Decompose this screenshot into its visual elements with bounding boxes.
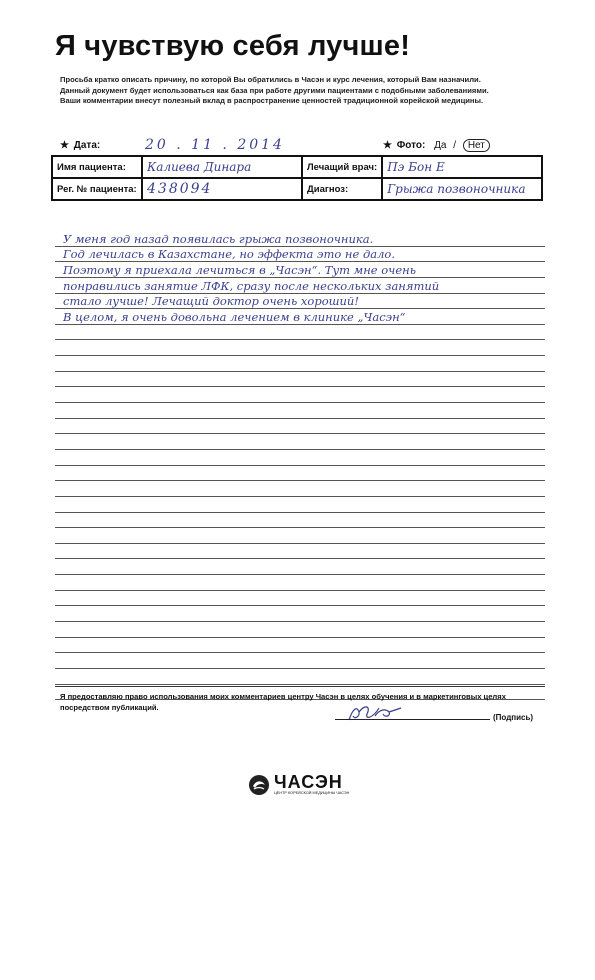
comment-area <box>55 231 545 700</box>
blank-line <box>55 528 545 544</box>
comment-line <box>55 262 545 278</box>
blank-line <box>55 591 545 607</box>
clinic-logo-icon <box>248 774 270 796</box>
blank-line <box>55 653 545 669</box>
blank-line <box>55 403 545 419</box>
blank-line <box>55 466 545 482</box>
blank-lines <box>55 325 545 700</box>
blank-line <box>55 325 545 341</box>
blank-line <box>55 372 545 388</box>
photo-yes-option: Да <box>434 140 447 151</box>
comment-line <box>55 247 545 263</box>
blank-line <box>55 340 545 356</box>
photo-separator: / <box>453 140 457 151</box>
signature-label: (Подпись) <box>493 713 534 722</box>
blank-line <box>55 638 545 654</box>
comment-line <box>55 231 545 247</box>
reg-number-value: 438094 <box>142 178 302 200</box>
diagnosis-label: Диагноз: <box>302 178 382 200</box>
comment-text: понравились занятие ЛФК, сразу после нескольких занятий <box>63 278 440 293</box>
photo-field <box>383 140 490 151</box>
diagnosis-value: Грыжа позвоночника <box>382 178 542 200</box>
star-icon: ★ <box>383 140 392 151</box>
star-icon: ★ <box>60 140 69 151</box>
clinic-logo-name: ЧАСЭН <box>274 772 343 792</box>
consent-text: Я предоставляю право использования моих комментариев центру Часэн в целях обучения и в маркетинговых целях посредством публикаций. <box>60 692 506 712</box>
comment-line <box>55 309 545 325</box>
blank-line <box>55 622 545 638</box>
comment-line <box>55 278 545 294</box>
doctor-label: Лечащий врач: <box>302 156 382 178</box>
divider <box>55 686 545 687</box>
signature-image <box>345 702 405 724</box>
comment-text: В целом, я очень довольна лечением в клинике „Часэн“ <box>63 309 406 324</box>
comment-text: стало лучше! Лечащий доктор очень хороший! <box>63 294 359 309</box>
blank-line <box>55 669 545 685</box>
clinic-logo-subtitle: ЦЕНТР КОРЕЙСКОЙ МЕДИЦИНЫ ЧАСЭН <box>274 791 350 795</box>
intro-line: Ваши комментарии внесут полезный вклад в распространение ценностей традиционной корейской медицины. <box>60 96 484 105</box>
form-title: Я чувствую себя лучше! <box>55 30 411 62</box>
date-field <box>60 140 100 151</box>
patient-name-value: Калиева Динара <box>142 156 302 178</box>
blank-line <box>55 481 545 497</box>
blank-line <box>55 544 545 560</box>
photo-no-option: Нет <box>463 139 490 152</box>
blank-line <box>55 575 545 591</box>
photo-label: Фото: <box>396 140 426 151</box>
blank-line <box>55 450 545 466</box>
clinic-logo <box>248 773 349 796</box>
intro-text <box>60 75 550 107</box>
reg-number-label: Рег. № пациента: <box>52 178 142 200</box>
blank-line <box>55 606 545 622</box>
blank-line <box>55 513 545 529</box>
doctor-value: Пэ Бон Е <box>382 156 542 178</box>
date-label: Дата: <box>73 140 101 151</box>
comment-text: Поэтому я приехала лечиться в „Часэн“. Тут мне очень <box>63 262 416 277</box>
signature-line <box>335 719 490 720</box>
patient-info-table <box>51 155 543 201</box>
comment-line <box>55 294 545 310</box>
intro-line: Просьба кратко описать причину, по которой Вы обратились в Часэн и курс лечения, который Вам назначили. <box>60 75 481 84</box>
blank-line <box>55 356 545 372</box>
patient-name-label: Имя пациента: <box>52 156 142 178</box>
blank-line <box>55 559 545 575</box>
comment-text: Год лечилась в Казахстане, но эффекта это не дало. <box>63 247 396 262</box>
blank-line <box>55 419 545 435</box>
blank-line <box>55 387 545 403</box>
blank-line <box>55 497 545 513</box>
date-value: 20 . 11 . 2014 <box>145 137 285 153</box>
intro-line: Данный документ будет использоваться как база при работе другими пациентами с подобными заболеваниями. <box>60 85 489 95</box>
comment-text: У меня год назад появилась грыжа позвоночника. <box>63 231 374 246</box>
blank-line <box>55 434 545 450</box>
